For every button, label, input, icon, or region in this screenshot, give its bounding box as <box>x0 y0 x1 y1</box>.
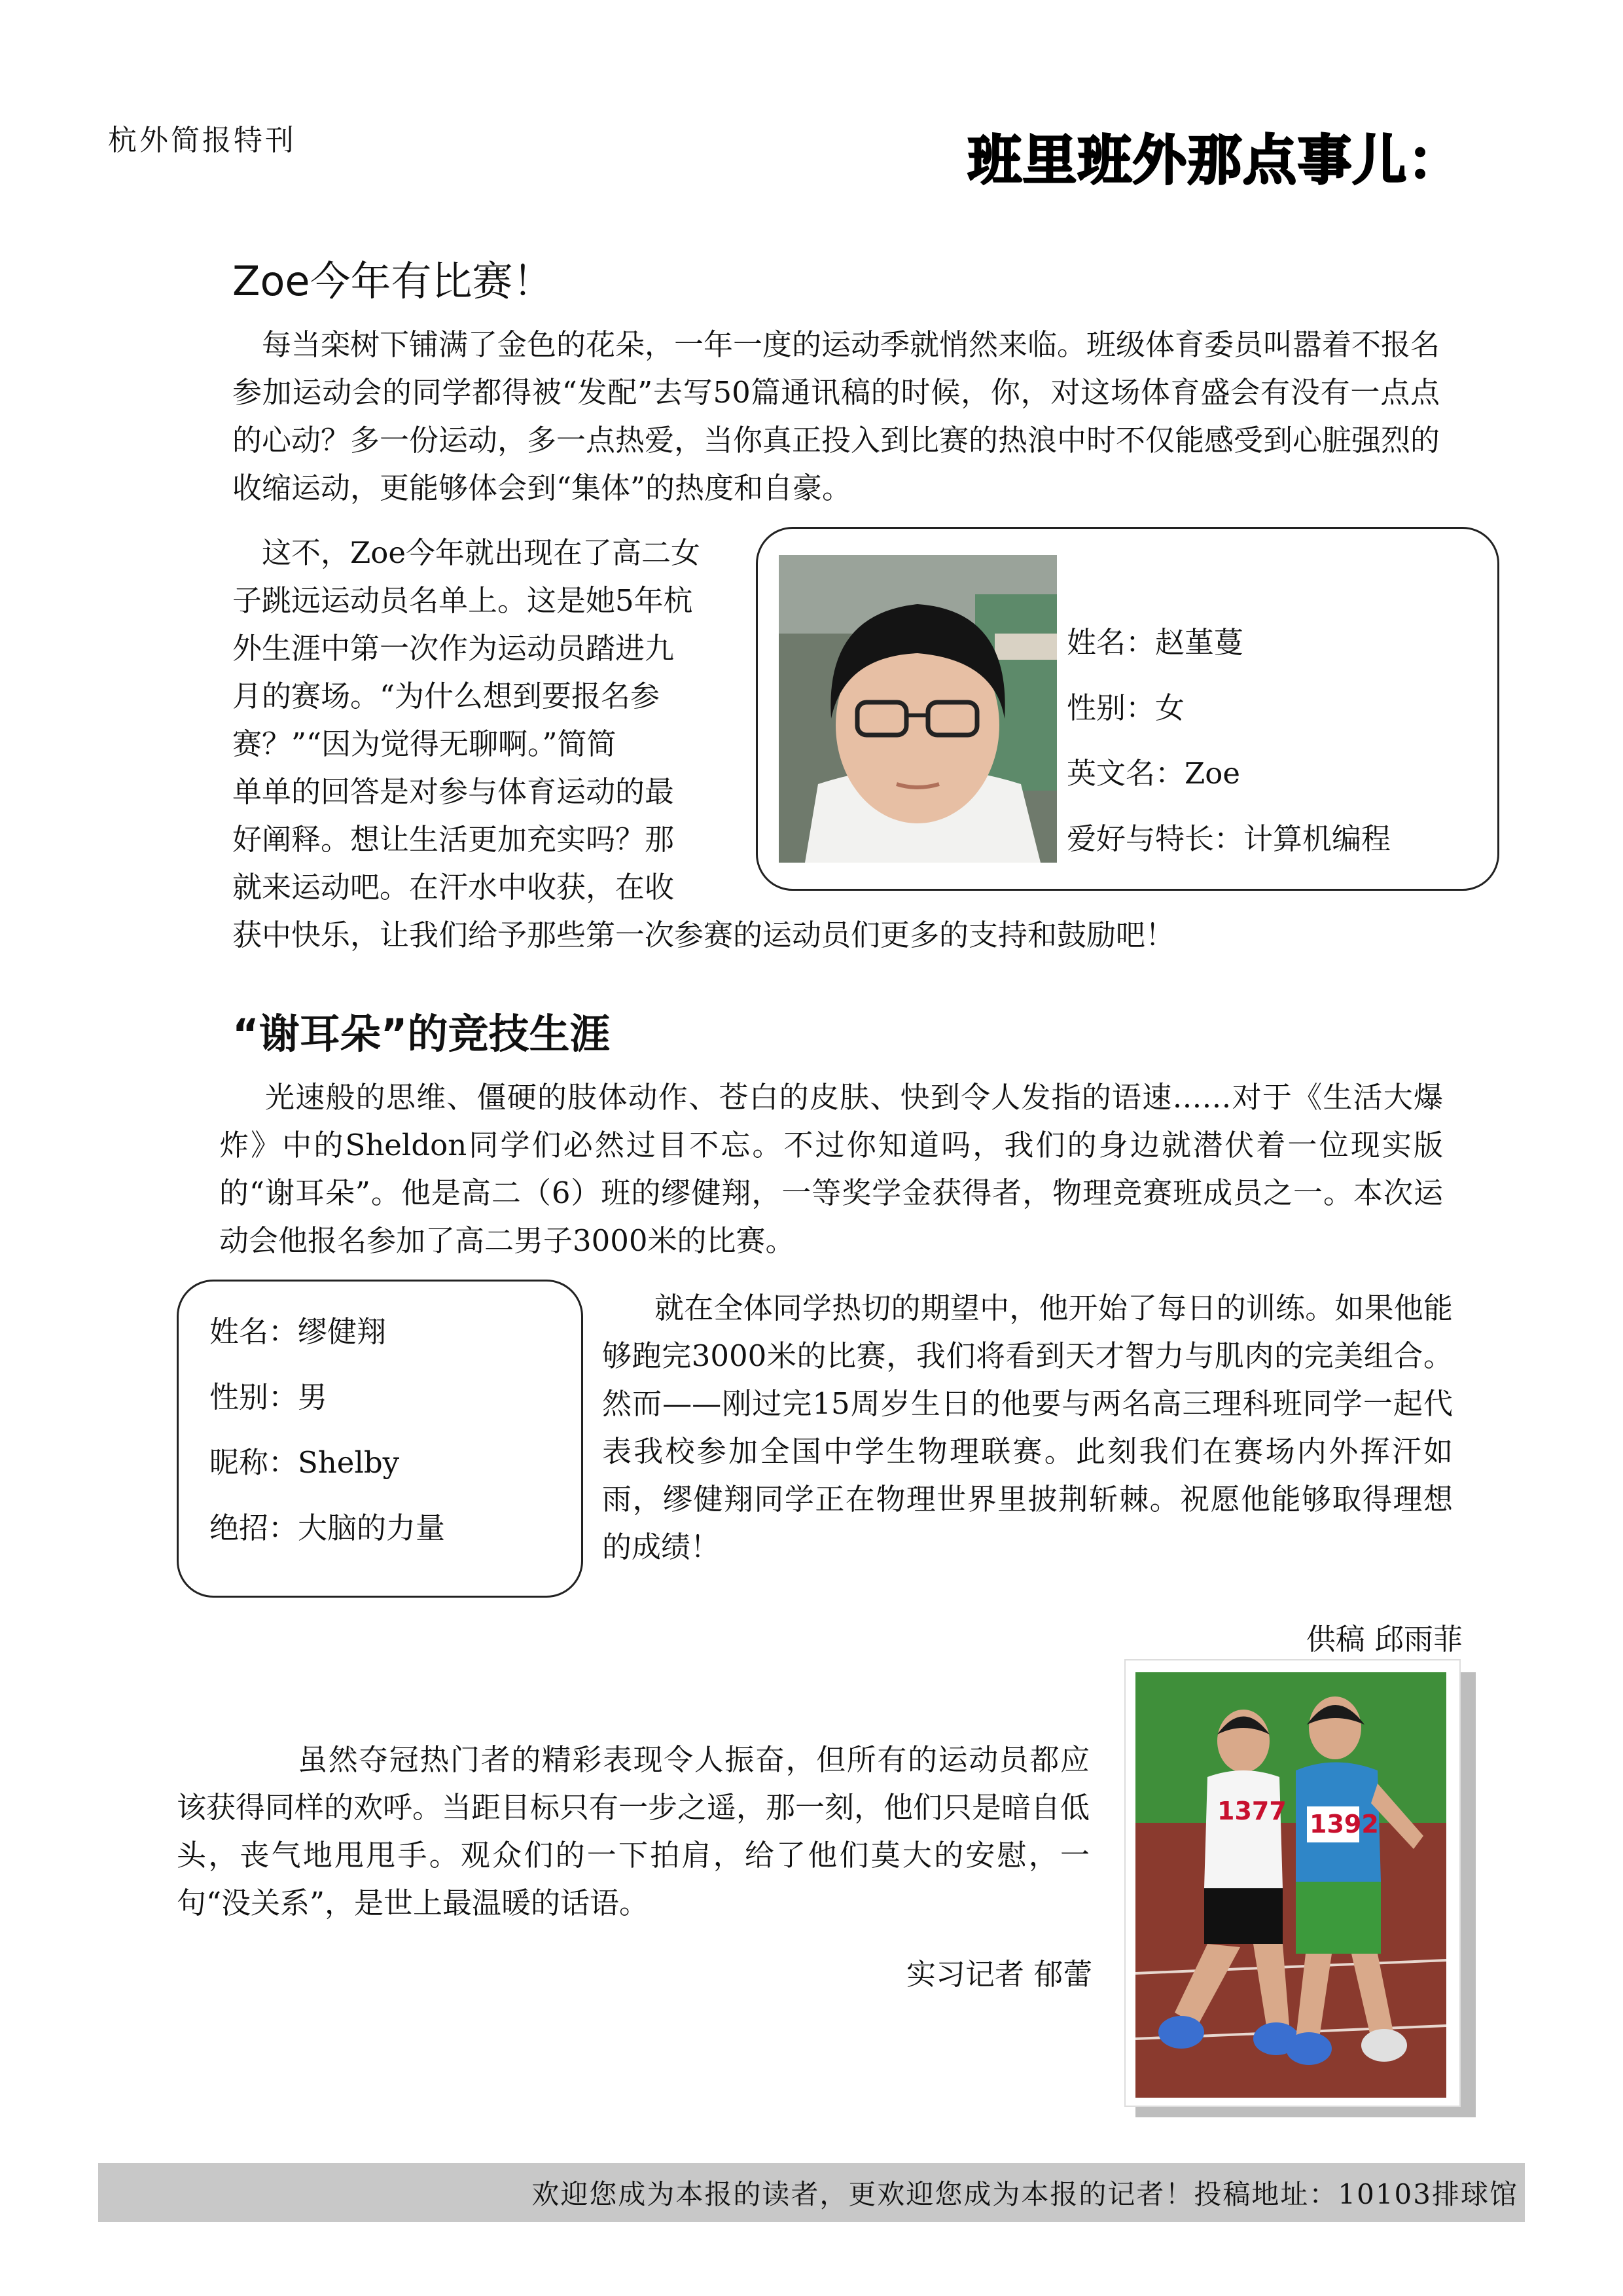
article1-paragraph2-line: 就来运动吧。在汗水中收获，在收 <box>232 870 675 905</box>
profile-gender: 性别：女 <box>1067 691 1185 725</box>
article1-paragraph1-text: 每当栾树下铺满了金色的花朵，一年一度的运动季就悄然来临。班级体育委员叫嚣着不报名参加运动会的同学都得被“发配”去写50篇通讯稿的时候，你，对这场体育盛会有没有一点点的心动？多一份运动，多一点热爱，当你真正投入到比赛的热浪中时不仅能感受到心脏强烈的收缩运动，更能够体会到“集体”的热度和自豪。 <box>232 327 1440 505</box>
article1-paragraph2-tail: 获中快乐，让我们给予那些第一次参赛的运动员们更多的支持和鼓励吧！ <box>232 918 1175 952</box>
publication-name: 杭外简报特刊 <box>108 124 296 157</box>
profile-name: 姓名：缪健翔 <box>209 1314 387 1349</box>
athletes-photo <box>1135 1672 1446 2098</box>
profile-name: 姓名：赵堇蔓 <box>1067 625 1244 660</box>
article2-credit: 供稿 邱雨菲 <box>1306 1622 1463 1657</box>
portrait-photo-zoe <box>779 555 1057 863</box>
profile-english-name: 英文名：Zoe <box>1067 756 1240 791</box>
article1-paragraph2-line: 子跳远运动员名单上。这是她5年杭 <box>232 583 693 618</box>
article3-paragraph-text: 虽然夺冠热门者的精彩表现令人振奋，但所有的运动员都应该获得同样的欢呼。当距目标只有一步之遥，那一刻，他们只是暗自低头，丧气地甩甩手。观众们的一下拍肩，给了他们莫大的安慰，一句“没关系”，是世上最温暖的话语。 <box>177 1742 1090 1920</box>
article2-paragraph2-text: 就在全体同学热切的期望中，他开始了每日的训练。如果他能够跑完3000米的比赛，我们将看到天才智力与肌肉的完美组合。然而——刚过完15周岁生日的他要与两名高三理科班同学一起代表我校参加全国中学生物理联赛。此刻我们在赛场内外挥汗如雨，缪健翔同学正在物理世界里披荆斩棘。祝愿他能够取得理想的成绩！ <box>602 1291 1453 1564</box>
footer-text: 欢迎您成为本报的读者，更欢迎您成为本报的记者！投稿地址：10103排球馆 <box>531 2178 1518 2210</box>
article2-paragraph1-text: 光速般的思维、僵硬的肢体动作、苍白的皮肤、快到令人发指的语速……对于《生活大爆炸》中的Sheldon同学们必然过目不忘。不过你知道吗，我们的身边就潜伏着一位现实版的“谢耳朵”。他是高二（6）班的缪健翔，一等奖学金获得者，物理竞赛班成员之一。本次运动会他报名参加了高二男子3000米的比赛。 <box>219 1080 1443 1258</box>
profile-gender: 性别：男 <box>209 1380 328 1414</box>
article3-credit: 实习记者 郁蕾 <box>906 1957 1093 1992</box>
article1-paragraph2-line: 赛？”“因为觉得无聊啊。”简简 <box>232 726 616 761</box>
article2-paragraph2 <box>602 1284 1453 1571</box>
article2-title: “谢耳朵”的竞技生涯 <box>232 1010 611 1058</box>
profile-hobby: 爱好与特长：计算机编程 <box>1067 821 1391 856</box>
bib-number-left: 1377 <box>1217 1797 1287 1825</box>
profile-skill: 绝招：大脑的力量 <box>209 1511 446 1545</box>
bib-number-right: 1392 <box>1310 1810 1379 1839</box>
article1-paragraph2-line: 好阐释。想让生活更加充实吗？那 <box>232 822 675 857</box>
article1-paragraph2-line: 外生涯中第一次作为运动员踏进九 <box>232 631 675 666</box>
article1-paragraph2-line: 这不，Zoe今年就出现在了高二女 <box>262 535 700 570</box>
profile-nickname: 昵称：Shelby <box>209 1445 400 1480</box>
article3-paragraph <box>177 1736 1090 1927</box>
article1-paragraph2-line: 月的赛场。“为什么想到要报名参 <box>232 679 660 713</box>
article1-paragraph1 <box>232 321 1440 512</box>
article1-paragraph2 <box>232 529 743 911</box>
article2-paragraph1 <box>219 1073 1443 1265</box>
page-heading: 班里班外那点事儿： <box>967 130 1463 192</box>
article1-title: Zoe今年有比赛！ <box>232 257 554 305</box>
article1-paragraph2-line: 单单的回答是对参与体育运动的最 <box>232 774 675 809</box>
